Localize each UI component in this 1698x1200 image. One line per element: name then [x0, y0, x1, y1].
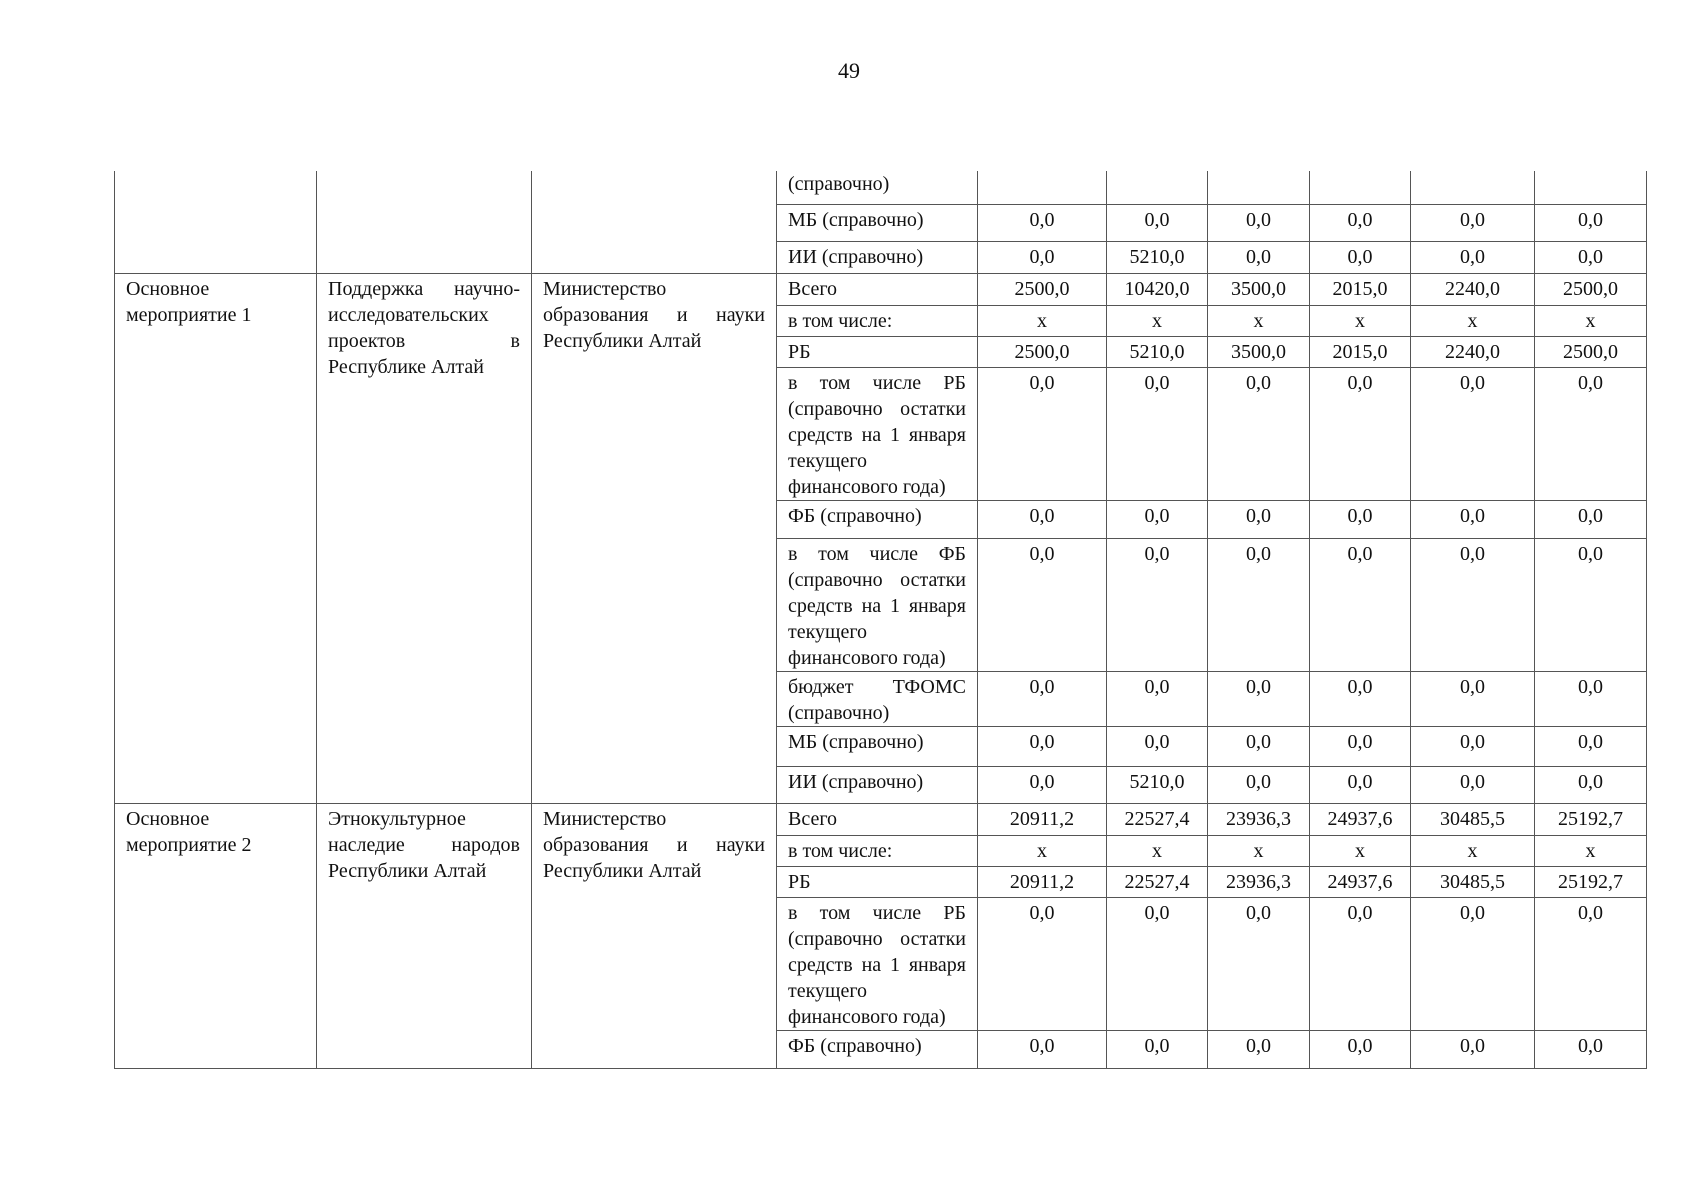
value-cell: 0,0 [1107, 500, 1208, 538]
value-cell: 0,0 [1310, 671, 1411, 726]
funding-source-label: МБ (справочно) [777, 726, 978, 766]
value-cell: 0,0 [1107, 726, 1208, 766]
value-cell: х [978, 835, 1107, 866]
value-cell [1411, 171, 1535, 204]
value-cell: 0,0 [1208, 1030, 1310, 1068]
value-cell: 0,0 [1310, 538, 1411, 671]
value-cell: х [978, 305, 1107, 336]
value-cell: 20911,2 [978, 803, 1107, 835]
value-cell: 0,0 [978, 766, 1107, 803]
value-cell: 0,0 [1535, 766, 1647, 803]
value-cell: 0,0 [1208, 241, 1310, 273]
value-cell: х [1535, 835, 1647, 866]
value-cell: 23936,3 [1208, 866, 1310, 897]
value-cell: 0,0 [1208, 204, 1310, 241]
value-cell: 25192,7 [1535, 803, 1647, 835]
value-cell: 2500,0 [978, 336, 1107, 367]
value-cell: 0,0 [978, 897, 1107, 1030]
value-cell: 0,0 [1411, 726, 1535, 766]
value-cell: 0,0 [1411, 538, 1535, 671]
event-title: Поддержка научно-исследовательских проектов в Республике Алтай [317, 273, 532, 803]
value-cell: 0,0 [1208, 671, 1310, 726]
value-cell: х [1411, 835, 1535, 866]
value-cell: 0,0 [1208, 367, 1310, 500]
value-cell: 0,0 [978, 241, 1107, 273]
funding-source-label: (справочно) [777, 171, 978, 204]
value-cell: х [1535, 305, 1647, 336]
funding-source-label: в том числе РБ (справочно остатки средств на 1 января текущего финансового года) [777, 897, 978, 1030]
value-cell: 0,0 [1310, 367, 1411, 500]
continued-name-cell [115, 171, 317, 273]
value-cell: 0,0 [978, 1030, 1107, 1068]
value-cell: 2240,0 [1411, 336, 1535, 367]
value-cell: 0,0 [978, 367, 1107, 500]
funding-source-label: бюджет ТФОМС (справочно) [777, 671, 978, 726]
value-cell: х [1310, 835, 1411, 866]
value-cell: 0,0 [1535, 671, 1647, 726]
value-cell: 25192,7 [1535, 866, 1647, 897]
value-cell: 0,0 [1411, 241, 1535, 273]
value-cell: 0,0 [1411, 204, 1535, 241]
value-cell: 0,0 [1535, 726, 1647, 766]
value-cell: 0,0 [1411, 500, 1535, 538]
value-cell: 10420,0 [1107, 273, 1208, 305]
page-number: 49 [838, 58, 860, 83]
table-row [115, 171, 1647, 204]
value-cell: 0,0 [1310, 1030, 1411, 1068]
value-cell: 0,0 [1107, 897, 1208, 1030]
value-cell: 0,0 [1310, 204, 1411, 241]
budget-table [114, 171, 1647, 1069]
value-cell: 0,0 [978, 726, 1107, 766]
value-cell: 0,0 [1310, 897, 1411, 1030]
value-cell: 2500,0 [1535, 273, 1647, 305]
value-cell: 0,0 [978, 671, 1107, 726]
value-cell: 0,0 [1310, 766, 1411, 803]
value-cell: 3500,0 [1208, 273, 1310, 305]
event-name: Основное мероприятие 2 [115, 803, 317, 1068]
funding-source-label: Всего [777, 803, 978, 835]
value-cell: 5210,0 [1107, 766, 1208, 803]
value-cell: 0,0 [1411, 671, 1535, 726]
value-cell: 0,0 [1310, 241, 1411, 273]
value-cell: 22527,4 [1107, 866, 1208, 897]
value-cell: 30485,5 [1411, 866, 1535, 897]
funding-source-label: в том числе РБ (справочно остатки средств на 1 января текущего финансового года) [777, 367, 978, 500]
value-cell [1310, 171, 1411, 204]
value-cell [1535, 171, 1647, 204]
value-cell: 0,0 [1107, 538, 1208, 671]
value-cell: 20911,2 [978, 866, 1107, 897]
value-cell: 0,0 [1107, 204, 1208, 241]
value-cell: 30485,5 [1411, 803, 1535, 835]
value-cell: 0,0 [1411, 897, 1535, 1030]
value-cell: 0,0 [1535, 897, 1647, 1030]
value-cell: х [1310, 305, 1411, 336]
value-cell: 0,0 [1411, 1030, 1535, 1068]
value-cell: 23936,3 [1208, 803, 1310, 835]
funding-source-label: в том числе ФБ (справочно остатки средств на 1 января текущего финансового года) [777, 538, 978, 671]
funding-source-label: РБ [777, 866, 978, 897]
value-cell: 0,0 [1208, 726, 1310, 766]
value-cell: 0,0 [978, 204, 1107, 241]
value-cell: 0,0 [1535, 204, 1647, 241]
table-row [115, 273, 1647, 305]
funding-source-label: в том числе: [777, 835, 978, 866]
value-cell: 0,0 [978, 538, 1107, 671]
value-cell: 0,0 [1208, 538, 1310, 671]
value-cell: 2500,0 [1535, 336, 1647, 367]
value-cell: 0,0 [1535, 1030, 1647, 1068]
continued-executor-cell [532, 171, 777, 273]
funding-source-label: Всего [777, 273, 978, 305]
funding-source-label: ФБ (справочно) [777, 1030, 978, 1068]
value-cell: 24937,6 [1310, 803, 1411, 835]
value-cell: 0,0 [1535, 241, 1647, 273]
value-cell: 0,0 [1411, 766, 1535, 803]
value-cell: 0,0 [1535, 500, 1647, 538]
value-cell: х [1411, 305, 1535, 336]
value-cell: 0,0 [1107, 367, 1208, 500]
table-body [115, 171, 1647, 1068]
value-cell: 2240,0 [1411, 273, 1535, 305]
value-cell [1208, 171, 1310, 204]
value-cell: 5210,0 [1107, 336, 1208, 367]
funding-source-label: ИИ (справочно) [777, 766, 978, 803]
value-cell: 22527,4 [1107, 803, 1208, 835]
value-cell: 0,0 [1208, 897, 1310, 1030]
value-cell: х [1208, 835, 1310, 866]
value-cell: 0,0 [1107, 671, 1208, 726]
value-cell: 0,0 [1535, 538, 1647, 671]
value-cell: 0,0 [1310, 726, 1411, 766]
value-cell: 0,0 [978, 500, 1107, 538]
value-cell: 0,0 [1107, 1030, 1208, 1068]
funding-source-label: МБ (справочно) [777, 204, 978, 241]
value-cell [1107, 171, 1208, 204]
value-cell: 0,0 [1208, 766, 1310, 803]
value-cell: 24937,6 [1310, 866, 1411, 897]
value-cell: 3500,0 [1208, 336, 1310, 367]
value-cell: х [1107, 305, 1208, 336]
value-cell: 5210,0 [1107, 241, 1208, 273]
value-cell: 2015,0 [1310, 273, 1411, 305]
value-cell: х [1208, 305, 1310, 336]
funding-source-label: в том числе: [777, 305, 978, 336]
continued-title-cell [317, 171, 532, 273]
value-cell: 0,0 [1411, 367, 1535, 500]
value-cell: 0,0 [1310, 500, 1411, 538]
table-row [115, 803, 1647, 835]
value-cell: 2500,0 [978, 273, 1107, 305]
value-cell: 0,0 [1535, 367, 1647, 500]
event-executor: Министерство образования и науки Республики Алтай [532, 273, 777, 803]
event-executor: Министерство образования и науки Республики Алтай [532, 803, 777, 1068]
event-title: Этнокультурное наследие народов Республики Алтай [317, 803, 532, 1068]
value-cell: 2015,0 [1310, 336, 1411, 367]
value-cell [978, 171, 1107, 204]
funding-source-label: ФБ (справочно) [777, 500, 978, 538]
funding-source-label: ИИ (справочно) [777, 241, 978, 273]
value-cell: х [1107, 835, 1208, 866]
funding-source-label: РБ [777, 336, 978, 367]
event-name: Основное мероприятие 1 [115, 273, 317, 803]
value-cell: 0,0 [1208, 500, 1310, 538]
